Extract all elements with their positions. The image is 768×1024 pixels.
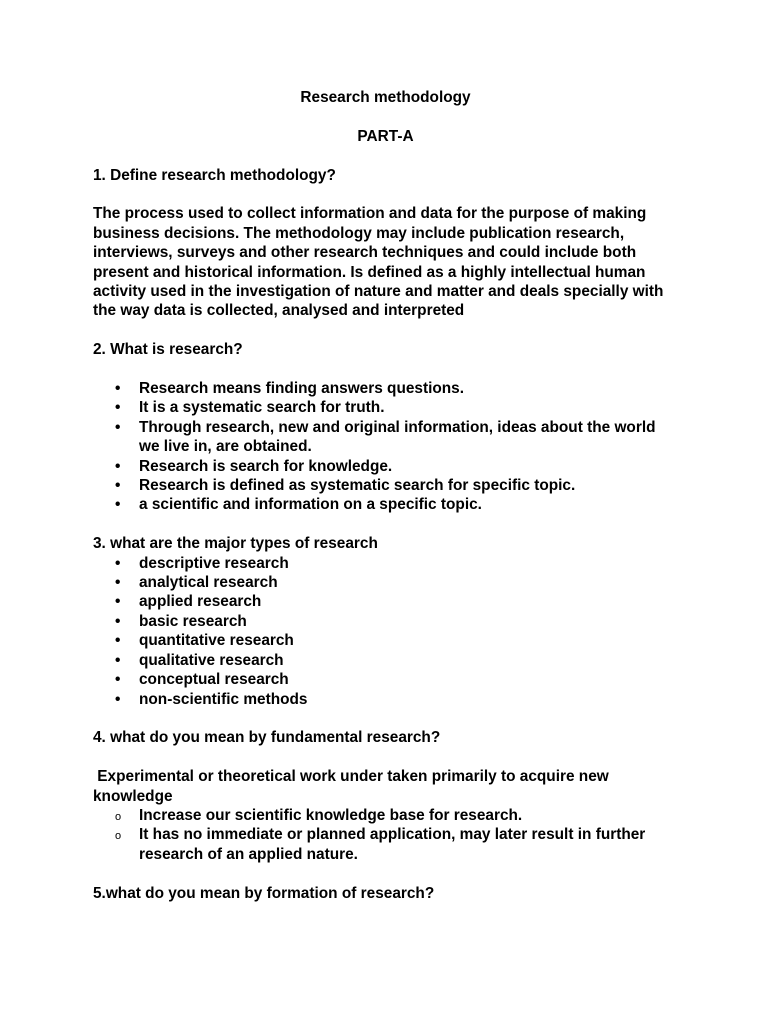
list-item: • basic research bbox=[115, 612, 247, 630]
document-content bbox=[93, 88, 678, 903]
bullet-icon: • bbox=[115, 651, 121, 669]
list-item: o It has no immediate or planned application, may later result in further research of an applied nature. bbox=[115, 826, 646, 863]
bullet-icon: • bbox=[115, 593, 121, 611]
answer-4: Experimental or theoretical work under taken primarily to acquire new knowledge bbox=[93, 768, 614, 805]
part-heading: PART-A bbox=[357, 127, 414, 145]
list-item: • Research is defined as systematic search for specific topic. bbox=[115, 477, 576, 495]
bullet-icon: • bbox=[115, 612, 121, 630]
research-types-list bbox=[93, 554, 678, 709]
bullet-icon: • bbox=[115, 399, 121, 417]
list-item: • analytical research bbox=[115, 574, 278, 592]
question-4: 4. what do you mean by fundamental research? bbox=[93, 729, 441, 747]
list-item: • non-scientific methods bbox=[115, 690, 308, 708]
document-title: Research methodology bbox=[300, 89, 471, 106]
list-item: o Increase our scientific knowledge base for research. bbox=[93, 806, 678, 825]
bullet-icon: • bbox=[115, 477, 121, 495]
list-item: • It is a systematic search for truth. bbox=[115, 399, 385, 417]
answer-1: The process used to collect information and data for the purpose of making business decisions. The methodology may include publication research, interviews, surveys and other research techniques and could include both present and historical information. Is defined as a highly intellectual human activity used in the investigation of nature and matter and deals specially with the way data is collected, analysed and interpreted bbox=[93, 205, 664, 320]
bullet-icon: • bbox=[115, 496, 121, 514]
list-item: • conceptual research bbox=[115, 671, 289, 689]
bullet-icon: • bbox=[115, 574, 121, 592]
list-item: • a scientific and information on a specific topic. bbox=[115, 496, 482, 514]
list-item: • quantitative research bbox=[115, 632, 294, 650]
list-item: • applied research bbox=[115, 593, 262, 611]
list-item: • Research means finding answers questions. bbox=[115, 380, 465, 398]
question-5: 5.what do you mean by formation of research? bbox=[93, 884, 435, 902]
list-item: • qualitative research bbox=[115, 651, 284, 669]
question-2: 2. What is research? bbox=[93, 341, 243, 359]
list-item: • Through research, new and original information, ideas about the world we live in, are obtained. bbox=[115, 418, 656, 456]
list-item: • descriptive research bbox=[115, 554, 289, 572]
circle-bullet-icon: o bbox=[115, 830, 122, 843]
circle-bullet-icon: o bbox=[115, 810, 122, 823]
question-3: 3. what are the major types of research bbox=[93, 535, 378, 553]
question-1: 1. Define research methodology? bbox=[93, 166, 336, 184]
bullet-icon: • bbox=[115, 418, 121, 436]
bullet-icon: • bbox=[115, 671, 121, 689]
list-item: • Research is search for knowledge. bbox=[115, 457, 393, 475]
bullet-icon: • bbox=[115, 380, 121, 398]
fundamental-research-list bbox=[93, 806, 678, 864]
research-definition-list bbox=[93, 379, 678, 515]
bullet-icon: • bbox=[115, 632, 121, 650]
bullet-icon: • bbox=[115, 554, 121, 572]
bullet-icon: • bbox=[115, 457, 121, 475]
bullet-icon: • bbox=[115, 690, 121, 708]
